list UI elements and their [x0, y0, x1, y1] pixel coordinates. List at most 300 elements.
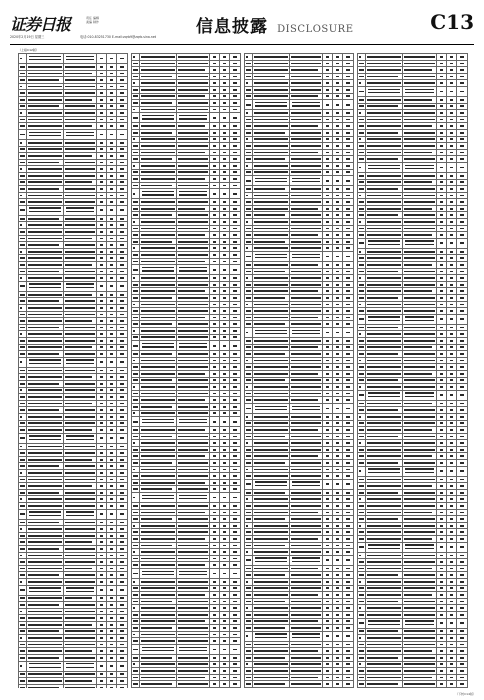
illegible-text — [133, 634, 135, 636]
table-cell — [26, 400, 63, 407]
table-cell — [220, 427, 230, 434]
table-cell — [437, 136, 447, 143]
illegible-text — [133, 56, 135, 58]
table-cell — [456, 205, 467, 212]
table-cell — [139, 301, 176, 308]
table-cell — [333, 80, 343, 87]
table-cell — [176, 351, 210, 358]
table-cell — [289, 67, 323, 74]
table-cell — [230, 143, 241, 150]
illegible-text — [120, 528, 124, 530]
illegible-text — [110, 195, 113, 197]
table-cell — [139, 687, 176, 688]
illegible-text — [100, 644, 103, 646]
illegible-text — [246, 373, 251, 375]
table-cell — [107, 602, 117, 609]
illegible-text — [254, 594, 288, 596]
illegible-text — [133, 406, 138, 408]
illegible-text — [336, 449, 339, 451]
table-cell — [343, 522, 354, 529]
illegible-text — [142, 267, 174, 268]
illegible-text — [223, 469, 226, 471]
table-cell — [333, 73, 343, 80]
illegible-text — [246, 449, 251, 451]
table-row — [245, 420, 354, 427]
table-cell — [220, 189, 230, 199]
illegible-text — [405, 320, 434, 321]
table-cell — [323, 364, 333, 371]
illegible-text — [66, 439, 95, 440]
table-cell — [107, 407, 117, 414]
illegible-text — [110, 522, 113, 524]
table-cell — [252, 110, 289, 117]
illegible-text — [346, 208, 350, 210]
table-cell — [245, 509, 253, 516]
table-cell — [63, 103, 97, 110]
table-cell — [252, 212, 289, 219]
illegible-text — [141, 558, 175, 560]
table-cell — [139, 410, 176, 417]
illegible-text — [178, 221, 209, 223]
table-cell — [252, 245, 289, 252]
illegible-text — [110, 300, 113, 302]
table-cell — [245, 529, 253, 536]
illegible-text — [359, 284, 364, 286]
table-cell — [117, 357, 128, 367]
table-cell — [437, 60, 447, 67]
illegible-text — [28, 389, 62, 391]
table-cell — [107, 242, 117, 249]
table-cell — [97, 116, 107, 123]
table-cell — [63, 262, 97, 269]
table-cell — [132, 493, 140, 503]
illegible-text — [133, 497, 135, 499]
illegible-text — [460, 327, 464, 329]
table-cell — [210, 67, 220, 74]
table-cell — [437, 123, 447, 130]
table-cell — [132, 585, 140, 592]
table-row — [245, 344, 354, 351]
table-cell — [19, 298, 27, 305]
table-cell — [117, 374, 128, 381]
illegible-text — [291, 587, 322, 589]
illegible-text — [404, 175, 435, 177]
table-cell — [403, 314, 437, 324]
table-cell — [117, 199, 128, 206]
table-cell — [245, 565, 253, 572]
table-row — [358, 149, 468, 156]
illegible-text — [100, 277, 103, 279]
illegible-text — [120, 498, 124, 500]
table-cell — [97, 407, 107, 414]
table-cell — [176, 687, 210, 688]
illegible-text — [65, 257, 96, 259]
illegible-text — [179, 115, 208, 116]
table-cell — [19, 172, 27, 179]
illegible-text — [326, 627, 329, 629]
illegible-text — [367, 63, 401, 65]
illegible-text — [29, 663, 61, 664]
table-cell — [456, 295, 467, 302]
table-cell — [323, 156, 333, 163]
table-cell — [252, 489, 289, 496]
table-cell — [132, 466, 140, 473]
illegible-text — [178, 82, 209, 84]
table-cell — [63, 602, 97, 609]
table-row — [132, 397, 241, 404]
table-cell — [343, 192, 354, 199]
illegible-text — [346, 594, 350, 596]
table-cell — [323, 143, 333, 150]
table-cell — [220, 182, 230, 189]
table-cell — [19, 305, 27, 312]
table-cell — [117, 678, 128, 685]
table-cell — [26, 281, 63, 291]
illegible-text — [141, 670, 175, 672]
illegible-text — [367, 310, 401, 312]
table-row — [245, 625, 354, 632]
table-cell — [289, 80, 323, 87]
illegible-text — [367, 214, 398, 216]
illegible-text — [100, 673, 103, 675]
table-column-1 — [18, 48, 128, 688]
table-cell — [323, 578, 333, 585]
table-cell — [26, 215, 63, 222]
illegible-text — [326, 104, 329, 106]
illegible-text — [246, 366, 251, 368]
table-cell — [176, 219, 210, 226]
illegible-text — [246, 492, 251, 494]
illegible-text — [141, 330, 175, 332]
illegible-text — [336, 518, 339, 520]
illegible-text — [28, 257, 62, 259]
illegible-text — [100, 231, 103, 233]
table-row — [19, 77, 128, 84]
table-cell — [230, 390, 241, 397]
table-cell — [63, 70, 97, 77]
table-cell — [230, 466, 241, 473]
table-cell — [63, 407, 97, 414]
page-code: C13 — [430, 10, 474, 34]
illegible-text — [110, 409, 113, 411]
illegible-text — [246, 587, 251, 589]
table-cell — [117, 268, 128, 275]
table-cell — [333, 205, 343, 212]
continued-from-note: （上接C12版） — [18, 48, 39, 52]
table-row — [19, 635, 128, 642]
table-cell — [117, 443, 128, 450]
table-cell — [220, 605, 230, 612]
table-cell — [176, 176, 210, 183]
table-cell — [456, 225, 467, 232]
table-cell — [245, 321, 253, 328]
table-cell — [358, 262, 366, 269]
table-cell — [437, 268, 447, 275]
illegible-text — [246, 310, 251, 312]
table-cell — [97, 281, 107, 291]
table-row — [245, 321, 354, 328]
illegible-text — [326, 663, 329, 665]
table-cell — [245, 489, 253, 496]
illegible-text — [326, 483, 329, 485]
illegible-text — [120, 92, 124, 94]
table-cell — [343, 262, 354, 269]
table-cell — [97, 357, 107, 367]
table-cell — [220, 357, 230, 364]
table-cell — [132, 334, 140, 341]
illegible-text — [359, 201, 364, 203]
illegible-text — [246, 304, 248, 306]
illegible-text — [28, 630, 59, 632]
illegible-text — [141, 261, 175, 263]
illegible-text — [28, 99, 62, 101]
illegible-text — [223, 620, 226, 622]
illegible-text — [20, 472, 22, 474]
illegible-text — [28, 617, 62, 619]
illegible-text — [141, 214, 172, 216]
table-cell — [220, 417, 230, 427]
table-cell — [230, 162, 241, 169]
table-cell — [447, 186, 457, 193]
table-cell — [343, 585, 354, 592]
table-cell — [117, 526, 128, 533]
illegible-text — [141, 449, 175, 451]
table-cell — [323, 668, 333, 675]
table-row — [19, 450, 128, 457]
table-cell — [132, 644, 140, 654]
illegible-text — [291, 386, 322, 388]
illegible-text — [133, 336, 138, 338]
illegible-text — [336, 76, 339, 78]
table-cell — [26, 311, 63, 318]
illegible-text — [133, 488, 138, 490]
table-cell — [343, 364, 354, 371]
table-cell — [63, 503, 97, 510]
illegible-text — [213, 475, 216, 477]
illegible-text — [233, 330, 237, 332]
illegible-text — [110, 314, 113, 316]
illegible-text — [65, 218, 96, 220]
table-cell — [210, 578, 220, 585]
illegible-text — [336, 627, 339, 629]
table-cell — [289, 403, 323, 413]
table-cell — [210, 644, 220, 654]
table-cell — [210, 542, 220, 549]
illegible-text — [450, 188, 453, 190]
table-row — [245, 199, 354, 206]
table-row — [132, 592, 241, 599]
illegible-text — [100, 665, 103, 667]
table-cell — [176, 473, 210, 480]
table-cell — [343, 397, 354, 404]
illegible-text — [254, 614, 288, 616]
illegible-text — [233, 69, 237, 71]
illegible-text — [100, 148, 103, 150]
table-cell — [323, 598, 333, 605]
illegible-text — [404, 304, 435, 306]
table-cell — [26, 602, 63, 609]
illegible-text — [133, 455, 138, 457]
illegible-text — [326, 353, 329, 355]
table-row — [245, 618, 354, 625]
table-cell — [343, 351, 354, 358]
illegible-text — [367, 125, 401, 127]
illegible-text — [141, 531, 175, 533]
illegible-text — [346, 498, 350, 500]
illegible-text — [359, 257, 364, 259]
table-cell — [19, 54, 27, 64]
illegible-text — [291, 89, 322, 91]
table-cell — [107, 420, 117, 427]
table-cell — [365, 314, 402, 324]
table-cell — [210, 370, 220, 377]
illegible-text — [178, 614, 209, 616]
illegible-text — [110, 611, 113, 613]
table-cell — [132, 275, 140, 282]
table-cell — [97, 248, 107, 255]
table-row — [132, 460, 241, 467]
table-cell — [437, 219, 447, 226]
table-cell — [323, 176, 333, 186]
table-cell — [333, 110, 343, 117]
illegible-text — [28, 574, 59, 576]
table-cell — [210, 106, 220, 113]
illegible-text — [213, 393, 216, 395]
table-row — [19, 166, 128, 173]
table-cell — [323, 674, 333, 681]
table-cell — [210, 493, 220, 503]
illegible-text — [223, 201, 226, 203]
table-cell — [97, 199, 107, 206]
illegible-text — [255, 406, 287, 407]
table-cell — [139, 136, 176, 143]
table-cell — [333, 219, 343, 226]
table-cell — [26, 153, 63, 160]
illegible-text — [223, 247, 226, 249]
illegible-text — [346, 277, 350, 279]
illegible-text — [254, 145, 288, 147]
illegible-text — [326, 277, 329, 279]
table-cell — [19, 311, 27, 318]
illegible-text — [178, 488, 209, 490]
illegible-text — [326, 408, 329, 410]
table-cell — [210, 205, 220, 212]
illegible-text — [213, 241, 216, 243]
illegible-text — [460, 201, 464, 203]
table-cell — [403, 162, 437, 172]
illegible-text — [336, 429, 339, 431]
illegible-text — [28, 307, 62, 309]
illegible-text — [213, 63, 216, 65]
illegible-text — [346, 323, 350, 325]
illegible-text — [141, 336, 175, 338]
illegible-text — [20, 119, 25, 121]
table-cell — [343, 578, 354, 585]
illegible-text — [29, 56, 61, 57]
illegible-text — [213, 512, 216, 514]
table-cell — [289, 327, 323, 337]
table-cell — [26, 374, 63, 381]
table-cell — [97, 546, 107, 553]
table-row — [19, 96, 128, 103]
illegible-text — [233, 193, 237, 195]
illegible-text — [291, 247, 322, 249]
illegible-text — [100, 300, 103, 302]
table-cell — [19, 367, 27, 374]
table-cell — [176, 199, 210, 206]
table-row — [358, 295, 468, 302]
table-cell — [139, 390, 176, 397]
table-cell — [245, 186, 253, 193]
table-cell — [210, 466, 220, 473]
table-cell — [176, 509, 210, 516]
table-cell — [333, 433, 343, 440]
table-cell — [343, 281, 354, 288]
illegible-text — [65, 201, 96, 203]
table-row — [245, 252, 354, 262]
table-cell — [343, 314, 354, 321]
table-row — [19, 595, 128, 602]
table-cell — [365, 192, 402, 199]
illegible-text — [141, 677, 175, 679]
illegible-text — [291, 601, 322, 603]
illegible-text — [254, 551, 288, 553]
table-cell — [289, 268, 323, 275]
table-cell — [139, 668, 176, 675]
illegible-text — [213, 336, 216, 338]
table-cell — [252, 327, 289, 337]
illegible-text — [254, 620, 288, 622]
table-cell — [176, 327, 210, 334]
illegible-text — [213, 614, 216, 616]
illegible-text — [326, 132, 329, 134]
illegible-text — [65, 568, 93, 570]
table-cell — [358, 136, 366, 143]
illegible-text — [460, 257, 464, 259]
table-cell — [365, 275, 402, 282]
table-cell — [97, 463, 107, 470]
table-cell — [323, 129, 333, 136]
illegible-text — [28, 168, 62, 170]
illegible-text — [110, 396, 113, 398]
table-cell — [139, 321, 176, 328]
table-cell — [19, 503, 27, 510]
illegible-text — [20, 201, 25, 203]
table-cell — [117, 420, 128, 427]
table-row — [245, 654, 354, 661]
illegible-text — [29, 135, 61, 136]
table-cell — [107, 595, 117, 602]
table-row — [245, 641, 354, 648]
table-row — [19, 222, 128, 229]
illegible-text — [346, 416, 350, 418]
table-cell — [252, 252, 289, 262]
illegible-text — [65, 125, 93, 127]
illegible-text — [110, 403, 113, 405]
table-row — [19, 420, 128, 427]
table-cell — [139, 568, 176, 578]
table-cell — [19, 413, 27, 420]
table-cell — [220, 625, 230, 632]
newspaper-logo: 证券日报 — [10, 15, 71, 34]
table-cell — [252, 618, 289, 625]
table-cell — [176, 54, 210, 61]
table-cell — [323, 413, 333, 420]
illegible-text — [326, 538, 329, 540]
table-cell — [220, 549, 230, 556]
illegible-text — [233, 683, 237, 685]
illegible-text — [292, 102, 321, 103]
